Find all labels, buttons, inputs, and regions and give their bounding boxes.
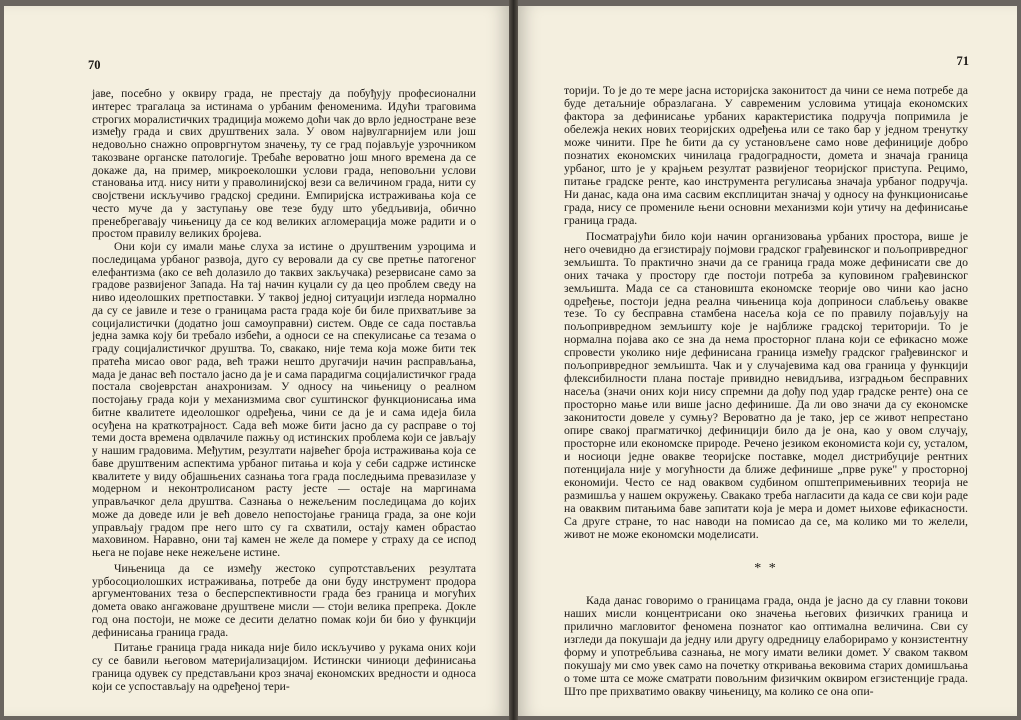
paragraph: Питање граница града никада није било искључиво у рукама оних који су се бавили његовом материјализацијом. Истински чиниоци дефинисања граница одувек су представљани кроз значај економских вредности и односа који се успостављају на одређеној тери-: [92, 641, 476, 693]
section-break: * *: [754, 560, 778, 576]
right-page: [518, 6, 1017, 716]
paragraph: Они који су имали мање слуха за истине о друштвеним узроцима и последицама урбаног развоја, дуго су веровали да су све претње патогеног елефантизма (ако се већ долазило до таквих закључака) резервисане само за градове развијеног Запада. На тај начин куцали су да цео проблем сведу на ниво идеолошких претпоставки. У таквој једној ситуацији изгледа нормално да су се јавиле и тезе о границама раста града које би биле прихватљиве за социјалистички (додатно још самоуправни) систем. Овде се сада поставља једна замка коју би требало избећи, а односи се на спекулисање са тезама о граду социјалистичког друштва. То, свакако, није тема која може бити тек пратећа мисао овог рада, већ тражи нешто другачији начин расправљања, мада је данас већ постало јасно да је и сама парадигма социјалистичког града постала својеврстан анахронизам. У односу на чињеницу о реалном постојању града који у механизмима свог суштинског функционисања има битне квалитете идеолошког одређења, чини се да је и сама идеја била осуђена на краткотрајност. Сада већ може бити јасно да су расправе о тој теми доста времена одвлачиле пажњу од истинских проблема који се јављају у нашим градовима. Међутим, резултати највећег броја истраживања која се баве друштвеним аспектима урбаног питања и која у себи садрже истинске квалитете у виду објашњених сазнања тога града последњима превазилазе у модерном и неконтролисаном расту јесте — остаје на маргинама управљачког дела друштва. Сазнања о нежељеним последицама до којих може да доведе или је већ довело непостојање граница града, за оне који управљају градом пре него што су га схватили, остају камен обрастао маховином. Наравно, они тај камен не желе да помере у страху да се испод њега не појаве неке нежељене истине.: [92, 240, 476, 559]
paragraph: јаве, посебно у оквиру града, не престају да побуђују професионални интерес трагалаца за истинама о урбаним феноменима. Идући траговима строгих моралистичких традиција можемо доћи чак до врло једностране везе између града и свих друштвених зала. У овом највулгарнијем или још недовољно снажно опровргнутом значењу, ту се град појављује узрочником такозване органске патологије. Требаће вероватно још много времена да се докаже да, на пример, микроеколошки услови града, неповољни услови становања итд. нису нити у праволинијској вези са величином града, нити су својствени искључиво градској средини. Емпиријска истраживања која се често муче да у заступању ове тезе буду што убедљивија, обично пренебрегавају чињеницу да се код великих агломерација може радити и о простом правилу великих бројева.: [92, 87, 476, 241]
page-number-right: 71: [956, 54, 969, 68]
left-page-body: [92, 88, 476, 693]
book-gutter: [509, 0, 518, 720]
paragraph: торији. То је до те мере јасна историјска законитост да чини се нема потребе да буде детаљније образлагана. У савременим условима утицаја економских фактора за дефинисање урбаних карактеристика подручја попримила је обележја неких нових теоријских одређења или се тако бар у једном тренутку може чинити. Пре ће бити да су установљене само нове дефиниције добро познатих економских чинилаца градоградности, домета и значаја граница урбаног, што је у крајњем резултат развијеног теоријског приступа. Рецимо, питање градске ренте, као инструмента регулисања значаја урбаног подручја. Ни данас, када она има сасвим експлицитан значај у односу на функционисање града, нису се промениле њени основни механизми који утичу на дефинисање граница града.: [564, 83, 968, 227]
paragraph: Посматрајући било који начин организовања урбаних простора, више је него очевидно да егзистирају појмови градског грађевинског и пољопривредног земљишта. То практично значи да се граница града може дефинисати све до оних тачака у простору где постоји потреба за куповином грађевинског земљишта. Мада се са становишта економске теорије ово чини као јасно одређење, постоји једна реална чињеница која доприноси слабљењу овакве тезе. То су бесправна стамбена насеља која се по правилу појављују на пољопривредном земљишту које је најближе градској територији. То је нормална појава ако се зна да нема просторног плана који се ефикасно може спровести уколико није дефинисана граница између градског грађевинског и пољопривредног земљишта. Чак и у случајевима кад ова граница у функцији флексибилности плана постаје привидно невидљива, изградњом бесправних насеља (значи оних који нису спремни да дођу под удар градске ренте) она се просторно мање или више јасно дефинише. Да ли ово значи да су економске законитости довеле у сумњу? Вероватно да је тако, јер се живот непрестано опире свакој прагматичкој дефиницији било да је она, као у овом случају, просторне или економске природе. Речено језиком економиста који су, усталом, и носиоци једне овакве теоријске поставке, модел дистрибуције рентних потенцијала није у могућности да ближе дефинише „прве руке" у просторној економији. Често се над оваквом судбином општепримењивних теорија не размишља у нашем окружењу. Свакако треба нагласити да када се сви који раде на оваквим питањима баве запитати која је мера и домет њихове ефикасности. Са друге стране, то нас наводи на помисао да се, ма колико ми то желели, живот не може економски моделисати.: [564, 228, 968, 541]
paragraph: Када данас говоримо о границама града, онда је јасно да су главни токови наших мисли концентрисани око значења његових физичких граница и прилично магловитог феномена познатог као оптимална величина. Сви су изгледи да покушаји да једну или другу одредницу елаборирамо у конзистентну форму и употребљива сазнања, не могу имати велики домет. У сваком таквом покушају ми смо увек само на почетку откривања вековима старих домишљања о томе шта се може сматрати повољним физичким оквиром егзистенције града. Што пре прихватимо овакву чињеницу, ма колико се она опи-: [564, 592, 968, 698]
paragraph: Чињеница да се између жестоко супротстављених резултата урбосоциолошких истраживања, потребе да они буду инструмент продора аргументованих теза о бесперспективности града без граница и могућих домета овако ангажоване друштвене мисли — стоји велика препрека. Докле год она постоји, не може се десити делатно помак који би био у функцији дефинисања граница града.: [92, 561, 476, 639]
right-page-body: [564, 84, 968, 698]
left-page: [4, 6, 509, 716]
page-number-left: 70: [88, 58, 101, 72]
